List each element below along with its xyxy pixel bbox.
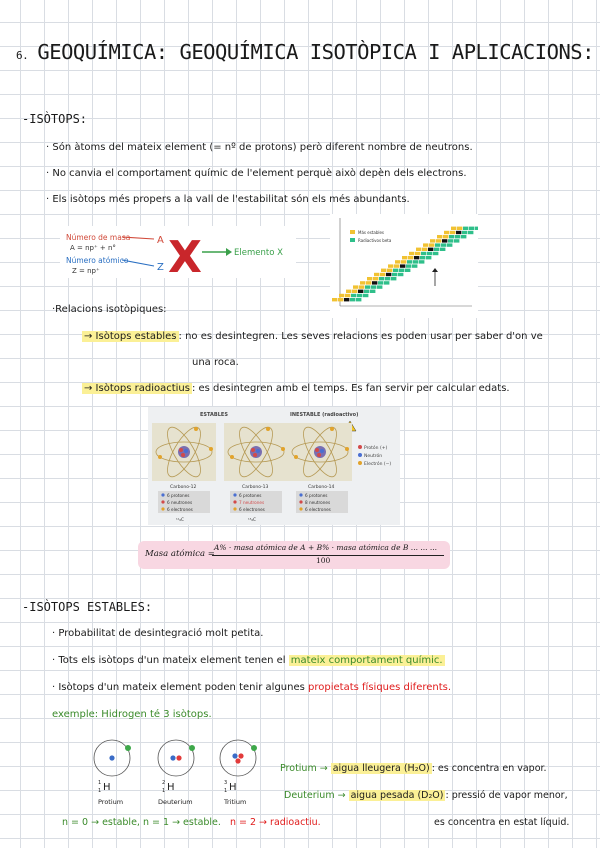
protium-note-text: : es concentra en vapor. bbox=[431, 763, 547, 774]
nuclide-cell bbox=[394, 264, 399, 267]
nuclide-cell bbox=[428, 248, 433, 251]
tritium-atom bbox=[220, 740, 257, 806]
nuclide-cell bbox=[407, 260, 412, 263]
section-isotops-heading: -ISÒTOPS: bbox=[22, 112, 88, 126]
nuclide-cell bbox=[468, 231, 473, 234]
carbon-13-atom bbox=[224, 423, 288, 481]
nuclide-cell bbox=[401, 260, 406, 263]
stable-bullet-2 bbox=[52, 655, 445, 666]
carbon-14-card bbox=[296, 484, 348, 513]
carbon-isotopes-figure bbox=[148, 407, 400, 525]
nuclide-cell bbox=[416, 248, 421, 251]
nuclide-cell bbox=[339, 294, 344, 297]
nuclide-cell bbox=[441, 243, 446, 246]
nuclide-cell bbox=[357, 294, 362, 297]
carbon-13-card bbox=[230, 484, 282, 522]
n0-note: n = 0 → estable, bbox=[62, 817, 140, 828]
nuclide-cell bbox=[426, 256, 431, 259]
nuclide-cell bbox=[380, 273, 385, 276]
bullet-3: · Els isòtops més propers a la vall de l'estabilitat són els més abundants. bbox=[46, 194, 410, 205]
nuclide-cell bbox=[450, 231, 455, 234]
card-electrons: 6 electrones bbox=[305, 507, 331, 512]
hydrogen-isotopes-svg bbox=[84, 734, 274, 810]
carbon-isotopes-svg bbox=[148, 407, 400, 525]
nuclide-cell bbox=[359, 285, 364, 288]
nuclide-cell bbox=[370, 290, 375, 293]
bullet-1: · Són àtoms del mateix element (= nº de protons) però diferent nombre de neutrons. bbox=[46, 142, 473, 153]
nuclide-cell bbox=[412, 264, 417, 267]
nuclide-cell bbox=[435, 243, 440, 246]
nuclide-cell bbox=[392, 273, 397, 276]
nuclide-cell bbox=[393, 269, 398, 272]
formula-numerator: A% · masa atómica de A + B% · masa atómica de B ... ... ... bbox=[214, 543, 438, 552]
nuclide-cell bbox=[406, 264, 411, 267]
card-neutrons: 7 neutrones bbox=[239, 500, 265, 505]
nuclide-cell bbox=[332, 298, 337, 301]
nuclide-cell bbox=[409, 252, 414, 255]
deuterium-z: 1 bbox=[162, 788, 166, 794]
card-name: Carbono-14 bbox=[308, 485, 335, 490]
formula-left: Masa atómica = bbox=[145, 549, 215, 559]
nuclide-cell bbox=[414, 256, 419, 259]
tritium-mass: 3 bbox=[224, 780, 228, 786]
card-tag: ¹³₆C bbox=[248, 517, 256, 522]
nuclide-cell bbox=[421, 252, 426, 255]
nuclide-cell bbox=[388, 264, 393, 267]
nuclide-cell bbox=[366, 281, 371, 284]
card-neutrons: 8 neutrones bbox=[305, 500, 331, 505]
protium-note-label: Protium → bbox=[280, 763, 328, 774]
card-tag: ¹²₆C bbox=[176, 517, 184, 522]
stable-header: ESTABLES bbox=[200, 412, 228, 418]
card-electrons: 6 electrones bbox=[239, 507, 265, 512]
nuclide-cell bbox=[408, 256, 413, 259]
atomic-number-eq: Z = np⁺ bbox=[72, 267, 100, 275]
nuclide-cell bbox=[356, 298, 361, 301]
nuclide-cell bbox=[451, 227, 456, 230]
stable-bullet-3 bbox=[52, 682, 451, 693]
protium-z: 1 bbox=[98, 788, 102, 794]
legend-beta: Radiactivos beta bbox=[358, 238, 392, 243]
protium-symbol: H bbox=[103, 782, 111, 793]
protium-mass: 1 bbox=[98, 780, 102, 786]
nuclide-cell bbox=[430, 239, 435, 242]
deuterium-note-label: Deuterium → bbox=[284, 790, 346, 801]
nuclide-cell bbox=[377, 285, 382, 288]
formula-denominator: 100 bbox=[316, 556, 331, 565]
nuclide-cell bbox=[449, 235, 454, 238]
atomic-number-label: Número atómico bbox=[66, 256, 129, 265]
card-name: Carbono-12 bbox=[170, 485, 197, 490]
element-x-label: Elemento X bbox=[234, 248, 283, 258]
hydrogen-example: exemple: Hidrogen té 3 isòtops. bbox=[52, 709, 212, 720]
page-title bbox=[16, 40, 596, 64]
nuclide-cell bbox=[372, 281, 377, 284]
nuclide-cell bbox=[351, 294, 356, 297]
nuclide-cell bbox=[454, 239, 459, 242]
legend-neutron: Neutrón bbox=[364, 454, 383, 459]
nuclide-cell bbox=[398, 273, 403, 276]
atomic-mass-formula bbox=[138, 541, 450, 569]
deuterium-mass: 2 bbox=[162, 780, 166, 786]
nuclide-cell bbox=[456, 231, 461, 234]
nuclide-cell bbox=[358, 290, 363, 293]
carbon-12-atom bbox=[152, 423, 216, 481]
protium-note bbox=[280, 763, 547, 774]
nuclide-cell bbox=[391, 277, 396, 280]
nuclide-cell bbox=[399, 269, 404, 272]
different-physical-properties: propietats físiques diferents. bbox=[308, 682, 452, 693]
nuclide-cell bbox=[434, 248, 439, 251]
stability-valley-svg bbox=[330, 214, 478, 318]
nuclide-cell bbox=[374, 273, 379, 276]
nuclide-cell bbox=[469, 227, 474, 230]
nuclide-cell bbox=[405, 269, 410, 272]
nuclide-cell bbox=[371, 285, 376, 288]
neutron-notes bbox=[62, 817, 321, 828]
bullet-2: · No canvia el comportament químic de l'element perquè això depèn dels electrons. bbox=[46, 168, 467, 179]
nuclide-cell bbox=[475, 227, 478, 230]
nuclide-cell bbox=[360, 281, 365, 284]
nuclide-cell bbox=[344, 298, 349, 301]
protium-atom bbox=[94, 740, 131, 806]
stable-isotopes-line2: una roca. bbox=[192, 357, 239, 368]
relations-label: ·Relacions isotòpiques: bbox=[52, 304, 167, 315]
deuterium-note-text: : pressió de vapor menor, bbox=[445, 790, 568, 801]
nuclide-cell bbox=[429, 243, 434, 246]
nuclide-cell bbox=[384, 281, 389, 284]
light-water: aigua lleugera (H₂O) bbox=[332, 763, 430, 774]
nuclide-cell bbox=[346, 290, 351, 293]
nuclide-cell bbox=[444, 231, 449, 234]
stable-isotopes-text: : no es desintegren. Les seves relacions es poden usar per saber d'on ve bbox=[178, 331, 543, 342]
nuclide-cell bbox=[367, 277, 372, 280]
nuclide-cell bbox=[352, 290, 357, 293]
legend-stable: Más estables bbox=[358, 230, 385, 235]
deuterium-atom bbox=[158, 740, 195, 806]
nuclide-cell bbox=[437, 235, 442, 238]
nuclide-cell bbox=[385, 277, 390, 280]
stable-bullet-2-text: · Tots els isòtops d'un mateix element tenen el bbox=[52, 655, 286, 666]
card-protons: 6 protones bbox=[167, 493, 190, 498]
nuclide-cell bbox=[381, 269, 386, 272]
nuclide-cell bbox=[427, 252, 432, 255]
deuterium-label: Deuterium bbox=[158, 798, 193, 806]
radioactive-isotopes-line bbox=[82, 383, 510, 394]
nuclide-cell bbox=[363, 294, 368, 297]
nuclide-cell bbox=[436, 239, 441, 242]
deuterium-note-2: es concentra en estat líquid. bbox=[434, 817, 570, 828]
card-protons: 6 protones bbox=[239, 493, 262, 498]
symbol-X: X bbox=[168, 232, 202, 278]
n1-note: n = 1 → estable. bbox=[142, 817, 221, 828]
nuclide-cell bbox=[395, 260, 400, 263]
deuterium-note bbox=[284, 790, 568, 801]
nuclide-cell bbox=[420, 256, 425, 259]
heavy-water: aigua pesada (D₂O) bbox=[350, 790, 444, 801]
nuclide-cell bbox=[378, 281, 383, 284]
nuclide-cell bbox=[402, 256, 407, 259]
deuterium-symbol: H bbox=[167, 782, 175, 793]
legend-proton: Protón (+) bbox=[364, 446, 388, 451]
nuclide-cell bbox=[415, 252, 420, 255]
nuclide-cell bbox=[364, 290, 369, 293]
nuclide-cell bbox=[413, 260, 418, 263]
nuclide-cell bbox=[379, 277, 384, 280]
card-name: Carbono-13 bbox=[242, 485, 269, 490]
nuclide-cell bbox=[433, 252, 438, 255]
protium-label: Protium bbox=[98, 798, 124, 806]
tritium-label: Tritium bbox=[224, 798, 247, 806]
nuclide-cell bbox=[461, 235, 466, 238]
same-chemical-behaviour: mateix comportament químic. bbox=[290, 655, 443, 666]
nuclide-cell bbox=[400, 264, 405, 267]
n2-note: n = 2 → radioactiu. bbox=[229, 817, 321, 828]
nuclide-cell bbox=[350, 298, 355, 301]
nuclide-cell bbox=[338, 298, 343, 301]
carbon-12-card bbox=[158, 484, 210, 522]
element-notation-svg bbox=[60, 226, 296, 278]
tritium-symbol: H bbox=[229, 782, 237, 793]
radioactive-isotopes-text: : es desintegren amb el temps. Es fan servir per calcular edats. bbox=[191, 383, 510, 394]
stable-isotopes-label: → Isòtops estables bbox=[84, 331, 177, 342]
nuclide-cell bbox=[462, 231, 467, 234]
mass-number-label: Número de masa bbox=[66, 233, 131, 242]
nuclide-cell bbox=[373, 277, 378, 280]
nuclide-cell bbox=[345, 294, 350, 297]
element-notation-diagram bbox=[60, 226, 296, 278]
nuclide-cell bbox=[423, 243, 428, 246]
card-neutrons: 6 neutrones bbox=[167, 500, 193, 505]
symbol-Z: Z bbox=[157, 262, 164, 273]
nuclide-cell bbox=[448, 239, 453, 242]
nuclide-cell bbox=[386, 273, 391, 276]
nuclide-cell bbox=[440, 248, 445, 251]
stable-bullet-1: · Probabilitat de desintegració molt petita. bbox=[52, 628, 264, 639]
stable-isotopes-line bbox=[82, 331, 543, 342]
title-text: GEOQUÍMICA: GEOQUÍMICA ISOTÒPICA I APLICACIONS: bbox=[37, 40, 594, 64]
title-number: 6. bbox=[16, 49, 29, 62]
nuclide-cell bbox=[442, 239, 447, 242]
card-electrons: 6 electrones bbox=[167, 507, 193, 512]
nuclide-cell bbox=[365, 285, 370, 288]
nuclide-cell bbox=[387, 269, 392, 272]
hydrogen-isotopes-figure bbox=[84, 734, 274, 810]
section-stable-heading: -ISÒTOPS ESTABLES: bbox=[22, 600, 153, 614]
tritium-z: 1 bbox=[224, 788, 228, 794]
card-protons: 6 protones bbox=[305, 493, 328, 498]
nuclide-cell bbox=[353, 285, 358, 288]
unstable-header: INESTABLE (radioactivo) bbox=[290, 412, 359, 418]
symbol-A: A bbox=[157, 235, 164, 246]
nuclide-cell bbox=[463, 227, 468, 230]
nuclide-cell bbox=[457, 227, 462, 230]
nuclide-cell bbox=[443, 235, 448, 238]
nuclide-cell bbox=[447, 243, 452, 246]
legend-electron: Electrón (−) bbox=[364, 462, 392, 467]
nuclide-cell bbox=[455, 235, 460, 238]
stability-valley-chart bbox=[330, 214, 478, 318]
nuclide-cell bbox=[419, 260, 424, 263]
mass-number-eq: A = np⁺ + n° bbox=[70, 244, 116, 252]
nuclide-cell bbox=[422, 248, 427, 251]
carbon-14-atom bbox=[288, 423, 352, 481]
stable-bullet-3-text: · Isòtops d'un mateix element poden tenir algunes bbox=[52, 682, 305, 693]
radioactive-isotopes-label: → Isòtops radioactius bbox=[84, 383, 190, 394]
